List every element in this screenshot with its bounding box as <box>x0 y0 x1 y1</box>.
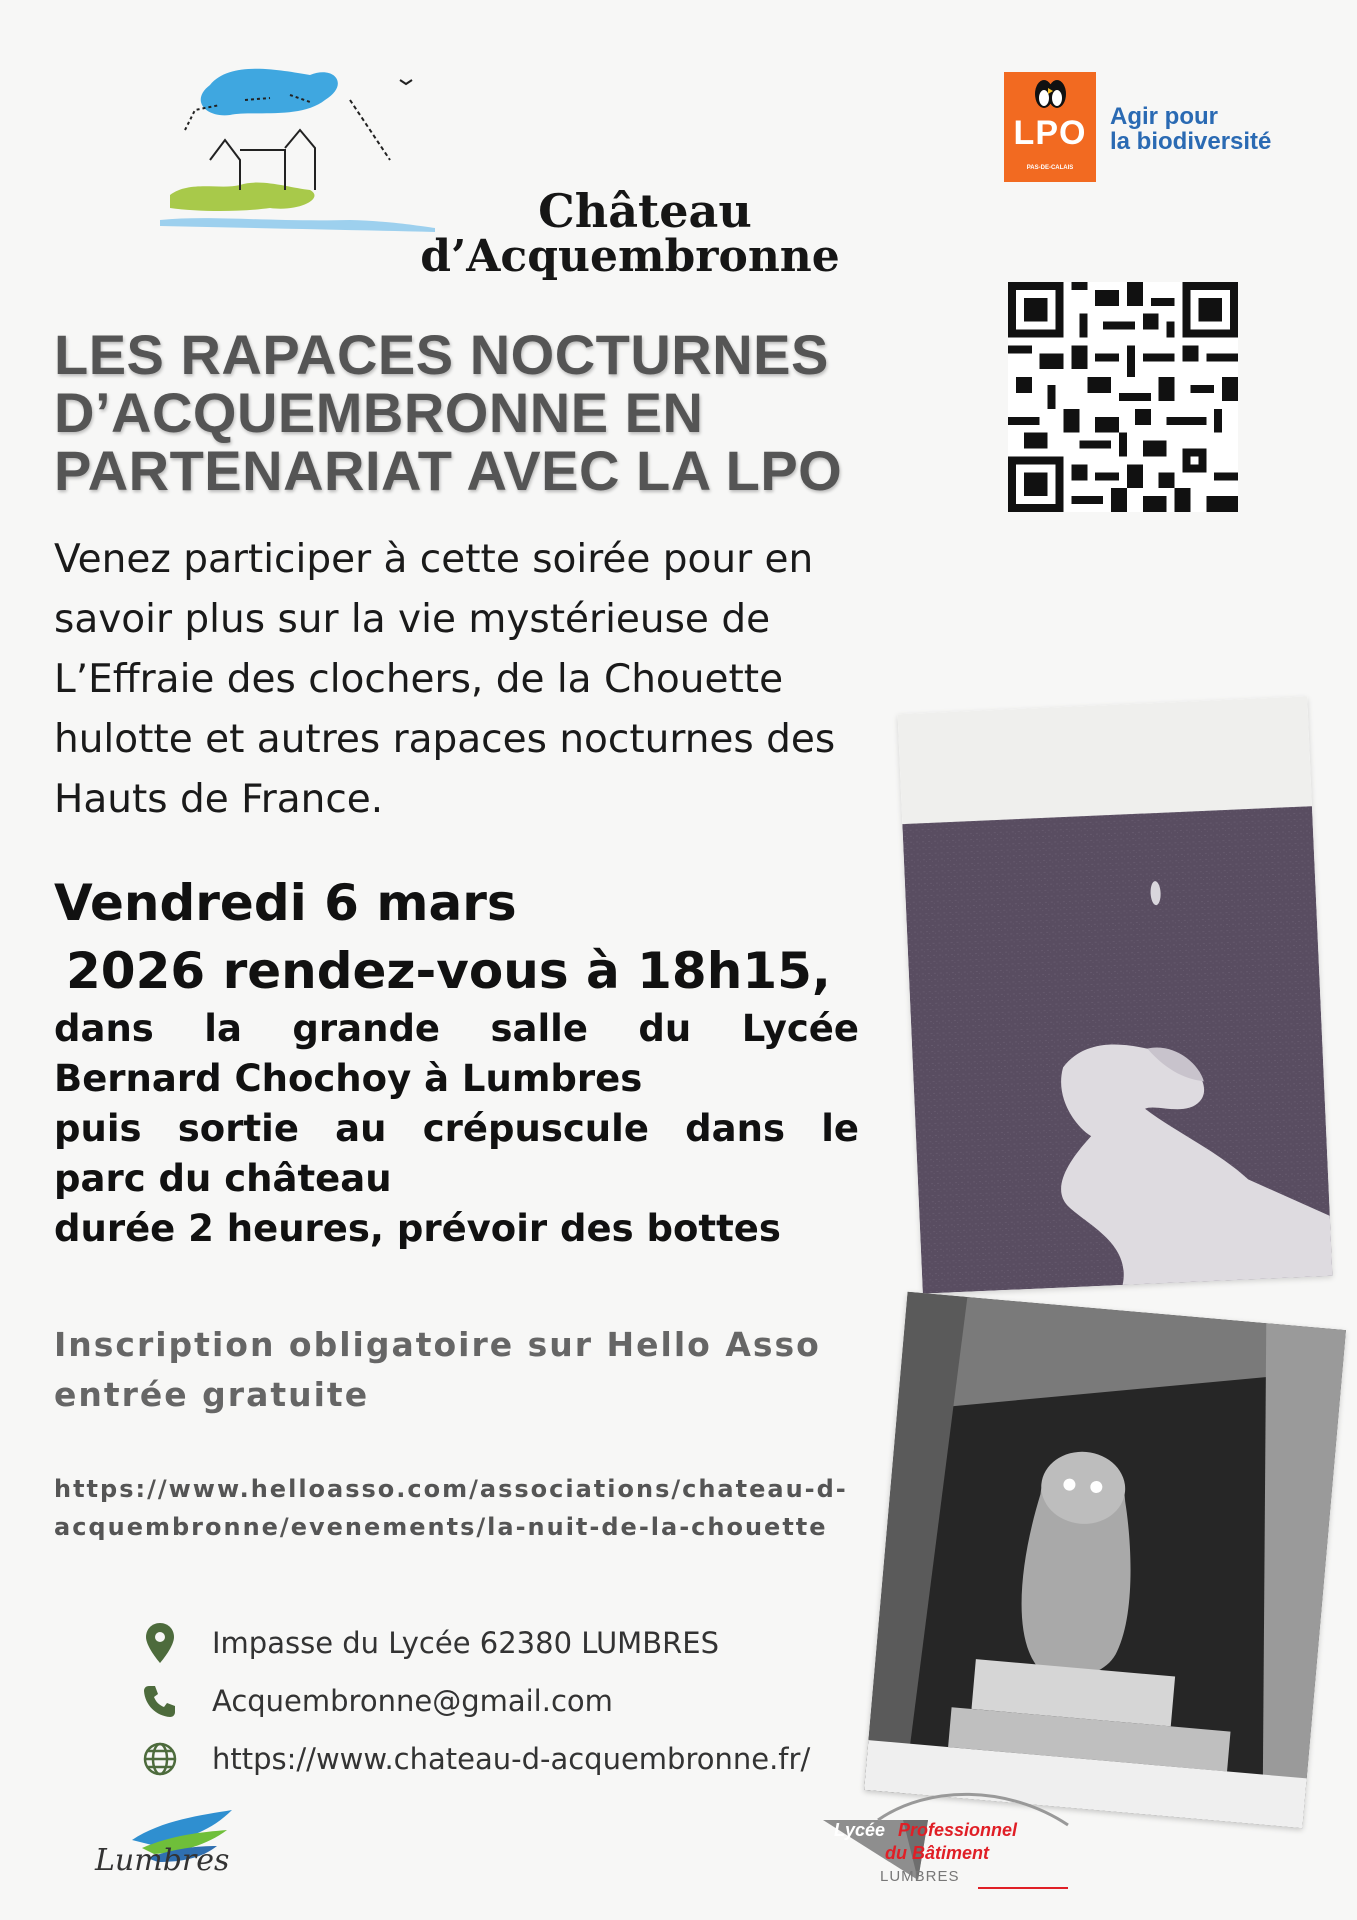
event-detail-4: parc du château <box>54 1157 392 1200</box>
registration-line2: entrée gratuite <box>54 1375 370 1414</box>
phone-icon <box>140 1681 180 1721</box>
lpo-tagline-line1: Agir pour <box>1110 103 1218 130</box>
lpo-tagline <box>1110 104 1271 154</box>
lycee-line1: Professionnel <box>898 1820 1018 1840</box>
title-line1: LES RAPACES NOCTURNES <box>54 323 829 386</box>
lpo-region: PAS-DE-CALAIS <box>1026 165 1074 171</box>
event-detail-3: puis sortie au crépuscule dans le <box>54 1107 859 1150</box>
title-line3: PARTENARIAT AVEC LA LPO <box>54 439 843 502</box>
lycee-word: Lycée <box>834 1820 886 1840</box>
email-link[interactable]: Acquembronne@gmail.com <box>212 1684 613 1718</box>
event-detail-5: durée 2 heures, prévoir des bottes <box>54 1207 781 1250</box>
lpo-tagline-line2: la biodiversité <box>1110 128 1272 155</box>
event-details <box>54 1004 859 1254</box>
contact-address <box>140 1618 719 1668</box>
lumbres-name: Lumbres <box>95 1843 230 1878</box>
event-detail-1: dans la grande salle du Lycée <box>54 1007 859 1050</box>
address-text: Impasse du Lycée 62380 LUMBRES <box>212 1626 719 1660</box>
owl-photo-night <box>864 1292 1346 1828</box>
chateau-name-line1: Château <box>538 184 752 238</box>
event-date-line2: 2026 rendez-vous à 18h15, <box>66 942 831 1000</box>
registration-line1: Inscription obligatoire sur Hello Asso <box>54 1325 821 1364</box>
contact-email[interactable] <box>140 1676 613 1726</box>
lycee-line2: du Bâtiment <box>885 1843 990 1863</box>
registration-info <box>54 1320 821 1420</box>
globe-icon <box>140 1739 180 1779</box>
lycee-city: LUMBRES <box>880 1868 960 1885</box>
lpo-name: LPO <box>1013 114 1087 152</box>
chateau-name <box>420 184 840 282</box>
owl-photo-barn <box>898 696 1333 1293</box>
event-detail-2: Bernard Chochoy à Lumbres <box>54 1057 643 1100</box>
lpo-logo <box>1004 72 1096 182</box>
website-link[interactable]: https://www.chateau-d-acquembronne.fr/ <box>212 1742 811 1776</box>
contact-website[interactable] <box>140 1734 810 1784</box>
intro-paragraph: Venez participer à cette soirée pour en savoir plus sur la vie mystérieuse de L’Effraie des clochers, de la Chouette hulotte et autres rapaces nocturnes des Hauts de France. <box>54 537 836 822</box>
chateau-logo-illustration <box>150 40 450 240</box>
puffin-icon <box>1030 78 1070 114</box>
event-date-line1: Vendredi 6 mars <box>54 874 517 932</box>
helloasso-link[interactable] <box>54 1470 874 1546</box>
location-pin-icon <box>140 1623 180 1663</box>
event-title <box>54 323 854 502</box>
qr-code[interactable] <box>1008 282 1238 512</box>
helloasso-link-line1[interactable]: https://www.helloasso.com/associations/chateau-d- <box>54 1475 848 1503</box>
chateau-name-line2: d’Acquembronne <box>420 231 840 282</box>
title-line2: D’ACQUEMBRONNE EN <box>54 381 704 444</box>
helloasso-link-line2[interactable]: acquembronne/evenements/la-nuit-de-la-chouette <box>54 1513 828 1541</box>
